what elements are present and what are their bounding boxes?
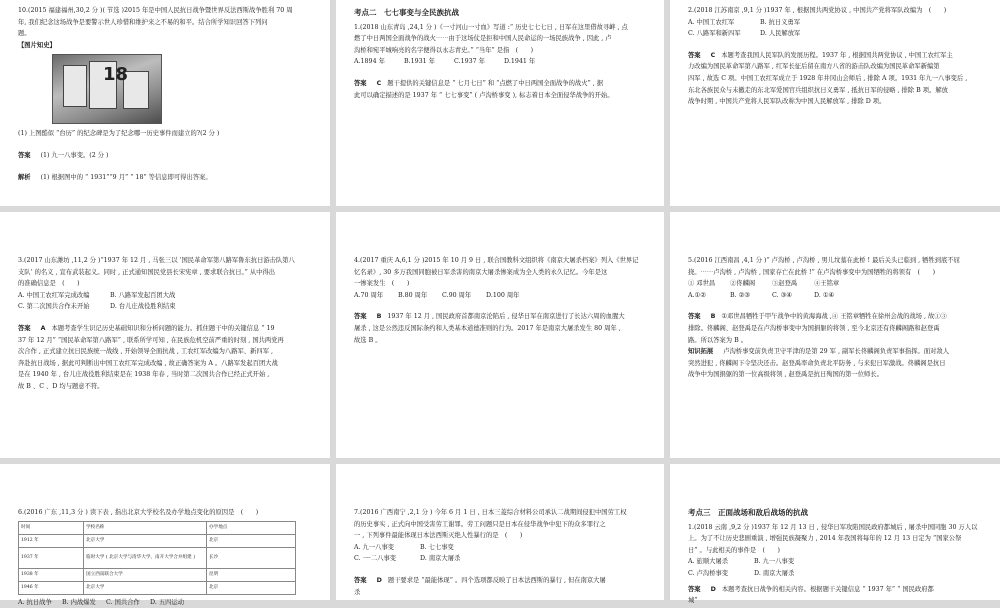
option: A.1894 年 [354,58,385,66]
question-line: 一 , 下列事件最能体现日本法西斯灭绝人性暴行的是 ( ) [354,532,523,540]
page-1 [0,0,330,206]
knowledge-tag: 知识拓展 [688,348,714,356]
answer-letter: B [376,313,382,321]
answer-text: (1) 九一八事变。(2 分 ) [40,151,109,159]
monument-number: 18 [103,64,129,86]
knowledge-text: 卢沟桥事变前负责卫守平津的是第 29 军 , 副军长佟麟阁负责军事指挥。面对敌人 [723,348,950,356]
answer-text: 战争时期 , 中国共产党将人民军队改称为中国人民解放军 , 排除 D 项。 [688,98,886,106]
knowledge-line [688,346,988,358]
options-row [18,290,318,302]
answer-text: 37 年 12 月” “国民革命军第八路军” , 联系所学可知 , 在民族危机空前严重的时刻 , 国共两党再 [18,336,284,344]
answer-text: 力改编为国民革命军第八路军 , 红军长征后留在南方八省的游击队改编为国民革命军新编第 [688,63,940,71]
monument-photo [52,54,162,124]
question-line: 5.(2016 江西南昌 ,4,1 分 )“ 卢沟桥 , 卢沟桥 , 男儿坟墓在此桥 ! 最后关头已临到 , 牺牲到底不屈 [688,257,960,264]
option: C. 卢沟桥事变 [688,569,729,577]
options-row [688,278,988,290]
table-row [19,581,296,594]
option: D. 台儿庄战役胜利结束 [110,303,176,311]
answer-text: 本题考查我国人民军队的发展历程。1937 年 , 根据国共两党协议 , 中国工农红军主 [721,51,953,59]
question-line: 年, 我们纪念这场战争是要警示世人珍惜和维护来之不易的和平。结合所学知识回答下列问 [18,18,268,26]
table-cell: 长沙 [207,547,296,568]
option: ① 邓世昌 [688,280,716,288]
option: A.70 周年 [354,291,384,299]
page-5 [336,212,664,458]
table-cell: 北京 [207,534,296,547]
option: C. 八路军和新四军 [688,30,741,38]
answer-text: ①邓世昌牺牲于甲午战争中的黄海海战 ,④ 王铭章牺牲在徐州会战的战场 , 故①③ [721,313,947,321]
options-row [354,542,652,554]
option: B. 内战爆发 [62,598,96,606]
table-row [19,534,296,547]
page-3 [670,0,1000,206]
options-row [688,556,988,568]
option: ④王铭章 [814,280,840,288]
answer-tag: 答案 [354,79,367,87]
option: B. 抗日义勇军 [760,18,801,26]
table-cell: 1937 年 [19,547,84,568]
answer-letter: C [710,51,716,59]
options-row [354,553,652,565]
option: C.1937 年 [454,58,485,66]
answer-text: 杀 [354,588,361,596]
answer-line [18,150,318,162]
options-row [354,290,652,302]
page-8 [336,464,664,600]
answer-line [354,78,652,90]
options-row [688,17,988,29]
option: D. 人民解放军 [760,30,801,38]
answer-tag: 答案 [18,151,31,159]
explanation-line [18,172,318,184]
answer-text: 题干要求是 “最能体现” 。四个选项都反映了日本法西斯的暴行 , 但在南京大屠 [387,576,606,584]
option: C. 一·二八事变 [354,555,397,563]
table-cell: 北京 [207,581,296,594]
question-line: 挠。⋯⋯卢沟桥 , 卢沟桥 , 国家存亡在此桥 !” 在卢沟桥事变中为国牺牲的将领有 ( ) [688,268,936,276]
option: ③赵登禹 [772,280,798,288]
option: B.1931 年 [404,58,435,66]
answer-tag: 答案 [688,51,701,59]
answer-text: 题干提供的关键信息是 “ 七月七日” 和 “点燃了中日两国全面战争的战火” , 据 [387,79,604,87]
answer-tag: 答案 [688,313,701,321]
answer-text: 此可以确定描述的是 1937 年 “ 七七事变” ( 卢沟桥事变 ), 标志着日本全面侵华战争的开始。 [354,91,614,99]
options-row [688,568,988,580]
option: B. ②③ [730,291,750,299]
option: D.1941 年 [504,58,536,66]
question-line: 的历史事实 , 正式向中国受害劳工谢罪。劳工问题只是日本在侵华战争中犯下的众多罪行之 [354,520,606,528]
option: A. 九一八事变 [354,543,395,551]
answer-text: 屠杀 , 这是公然违反国际条约和人类基本道德准则的行为。2017 年是南京大屠杀发生 80 周年 , [354,324,621,332]
knowledge-text: 战争中为国捐躯的第一位高级将领 , 赵登禹是抗日殉国的第一位师长。 [688,371,883,379]
page-7 [0,464,330,606]
page-2 [336,0,664,206]
option: B. 九一八事变 [754,558,795,566]
table-cell: 临时大学 ( 北京大学与清华大学、南开大学合并组建 ) [84,547,207,568]
answer-text: 城” [688,597,698,605]
question-line: 7.(2016 广西南宁 ,2,1 分 ) 今年 6 月 1 日 , 日本三菱综合材料公司承认二战期间侵犯中国劳工权 [354,509,627,516]
table-cell: 国立西南联合大学 [84,568,207,581]
options-row [688,28,988,40]
option: D. 南京大屠杀 [754,569,795,577]
option: B. 七七事变 [420,543,454,551]
table-cell: 北京大学 [84,534,207,547]
university-table [18,521,296,595]
page-6 [670,212,1000,458]
question-line: 一惨案发生 ( ) [354,280,410,288]
answer-letter: C [376,79,382,87]
question-line: 6.(2016 广东 ,11,3 分 ) 读下表 , 指出北京大学校名及办学地点变化的原因是 ( ) [18,509,259,516]
option: D. ①④ [814,291,835,299]
answer-text: 路。所以答案为 B 。 [688,336,748,344]
answer-text: 故 B 、C 、D 均与题意不符。 [18,382,104,390]
option: B. 八路军发起百团大战 [110,291,176,299]
table-header: 时间 [19,521,84,534]
answer-text: 次合作 , 正式建立抗日民族统一战线 , 开始领导全面抗战 , 工农红军改编为八路军、新四军 , [18,348,274,356]
answer-text: 本题考查抗日战争的相关内容。根据题干关键信息 “ 1937 年” “ 国民政府都 [721,585,934,593]
answer-tag: 答案 [18,324,31,332]
answer-text: 是在 1940 年 , 台儿庄战役胜利结束是在 1938 年春 , 当时第二次国共合作已经正式开始 , [18,371,270,379]
option: C. ③④ [772,291,792,299]
question-line: 1.(2018 山东青岛 ,24,1 分 )《一寸河山一寸血》写道 :“ 历史七七七日 , 日军在这里借故寻衅 , 点 [354,23,628,31]
answer-text: 奔赴抗日战场 , 据此可判断出中国工农红军完成改编 , 故正确答案为 A 。八路军发起百团大战 [18,359,278,367]
table-row [19,521,296,534]
answer-letter: B [710,313,716,321]
question-line: 10.(2015 福建福州,30,2 分 )( 节选 )2015 年是中国人民抗日战争暨世界反法西斯战争胜利 70 周 [18,7,293,14]
option: D. 五四运动 [150,598,185,606]
answer-tag: 答案 [688,585,701,593]
table-row [19,547,296,568]
answer-text: 本题考查学生识记历史基础知识和分析问题的能力。抓住题干中的关键信息 “ 19 [51,324,275,332]
question-line: 沟桥和宛平城响亮的名字便得以永志青史。” “当年” 是指 ( ) [354,46,534,54]
question-line: 3.(2017 山东潍坊 ,11,2 分 )“1937 年 12 月 , 马张三以 ‘国民革命军第八路军鲁东抗日游击队第八 [18,257,295,264]
options-row [18,597,318,608]
options-row [354,56,652,68]
knowledge-text: 突然进犯 , 佟麟阁下令坚决还击。赵登禹率命负责北平防务 , 与来犯日军激战。佟麟阁是抗日 [688,359,946,367]
question-line: (1) 上图酷似 “台历” 的纪念碑是为了纪念哪一历史事件而建立的?(2 分 ) [18,130,220,138]
answer-line [354,311,652,323]
page-9 [670,464,1000,605]
answer-tag: 答案 [354,576,367,584]
answer-line [688,50,988,62]
question-line: 燃了中日两国全面战争的战火⋯⋯由于这场仗是拒和中国人民命运的一场民族战争 , 因此 , 卢 [354,35,612,43]
table-cell: 1912 年 [19,534,84,547]
table-cell: 北京大学 [84,581,207,594]
question-line: 支队’ 的名义 , 宣布武装起义。同时 , 正式通知国民党县长宋宪章 , 要求联合抗日。” 从中得出 [18,268,276,276]
answer-tag: 答案 [354,313,367,321]
options-row [688,290,988,302]
option: A. 抗日战争 [18,598,52,606]
option: C. 国共合作 [106,598,140,606]
answer-text: 1937 年 12 月 , 国民政府首都南京沦陷后 , 侵华日军在南京进行了长达六周的血腥大 [387,313,625,321]
options-row [18,301,318,313]
option: C.90 周年 [442,291,472,299]
answer-text: 东北各族民众与未撤走的东北军爱国官兵组织抗日义勇军 , 抵抗日军的侵略 , 排除 B 项。解放 [688,86,948,94]
option: A. 中国工农红军 [688,18,735,26]
section-title: 考点三 正面战场和敌后战场的抗战 [688,508,808,517]
table-cell: 1946 年 [19,581,84,594]
table-header: 办学地点 [207,521,296,534]
answer-letter: A [40,324,46,332]
answer-line [354,575,652,587]
section-title: 考点二 七七事变与全民族抗战 [354,8,459,17]
option: A. 中国工农红军完成改编 [18,291,90,299]
answer-line [688,311,988,323]
explanation-tag: 解析 [18,173,31,181]
option: A.①② [688,291,706,299]
page-4 [0,212,330,458]
option: ②佟麟阁 [730,280,756,288]
question-line: 题。 [18,30,31,38]
question-line: 的准确信息是 ( ) [18,280,80,288]
answer-line [688,584,988,596]
answer-letter: D [376,576,382,584]
option: D.100 周年 [486,291,520,299]
question-line: 忆名录》, 30 多万我国同胞被日军杀害的南京大屠杀惨案成为全人类的永久记忆。今年是这 [354,268,608,276]
question-line: 日” 。与此相关的事件是 ( ) [688,546,780,554]
table-cell: 昆明 [207,568,296,581]
option: C. 第二次国共合作未开始 [18,303,90,311]
question-line: 4.(2017 重庆 A,6,1 分 )2015 年 10 月 9 日 , 联合国教科文组织将《南京大屠杀档案》列入《世界记 [354,257,639,264]
option: A. 旅顺大屠杀 [688,558,729,566]
answer-text: 排除。佟麟阁、赵登禹是在卢沟桥事变中为国捐躯的将领 , 至今北京还有佟麟阁路和赵登禹 [688,324,940,332]
table-row [19,568,296,581]
table-cell: 1938 年 [19,568,84,581]
question-line: 1.(2018 云南 ,9,2 分 )1937 年 12 月 13 日 , 侵华日军攻陷国民政府都城后 , 屠杀中国同胞 30 万人以 [688,523,978,531]
answer-text: 四军 , 故选 C 项。中国工农红军成立于 1928 年井冈山会师后 , 排除 A 项。1931 年九一八事变后 , [688,74,968,82]
picture-heading: 【图片知史】 [18,41,56,49]
option: D. 南京大屠杀 [420,555,461,563]
table-header: 学校名称 [84,521,207,534]
question-line: 上。为了不让历史悲剧重演 , 增强民族凝聚力 , 2014 年我国将每年的 12 月 13 日定为 “国家公祭 [688,535,962,543]
question-line: 2.(2018 江苏南京 ,9,1 分 )1937 年 , 根据国共两党协议 , 中国共产党将军队改编为 ( ) [688,7,947,14]
answer-letter: D [710,585,716,593]
answer-text: 故选 B 。 [354,336,382,344]
explanation-text: (1) 根据图中的 “ 1931”“9 月” “ 18” 等信息即可得出答案。 [40,173,212,181]
option: B.80 周年 [398,291,428,299]
answer-line [18,323,318,335]
